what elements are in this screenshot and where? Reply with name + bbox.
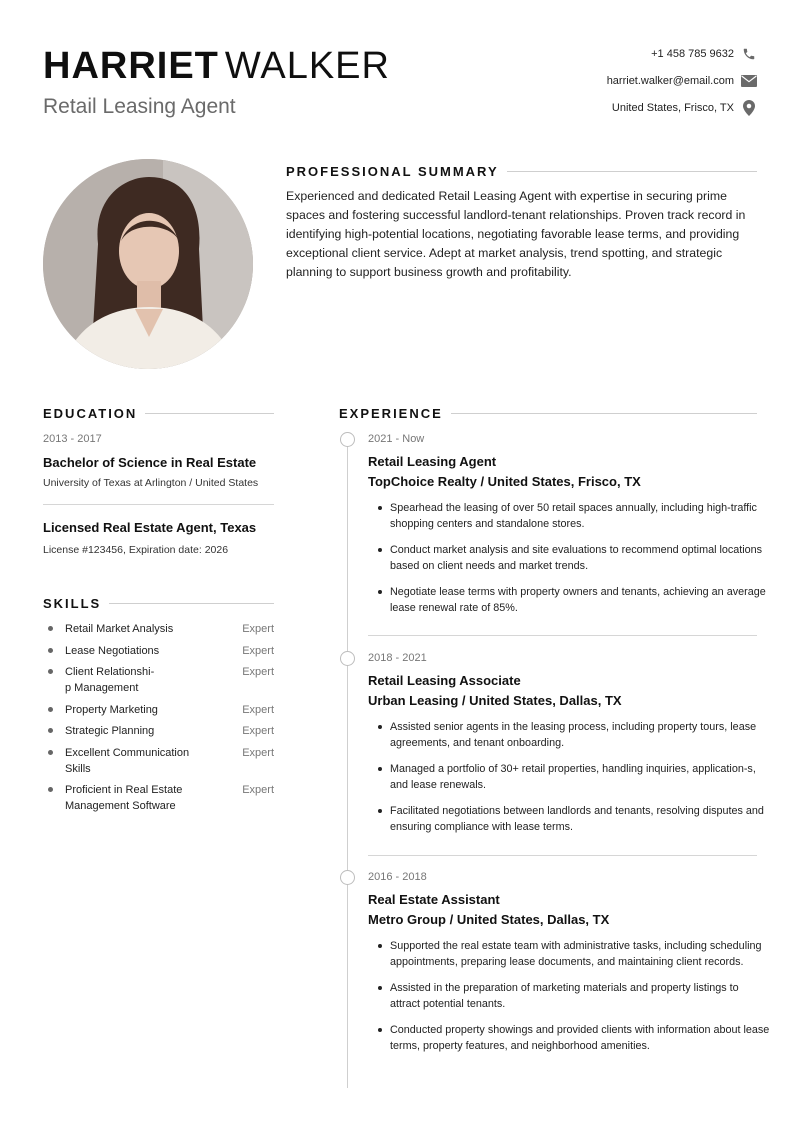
job-bullet: Supported the real estate team with administrative tasks, including scheduling appointments, preparing lease documents, and maintaining client records. (368, 938, 770, 970)
job-role: Retail Leasing Associate (368, 673, 521, 688)
job-dates: 2016 - 2018 (368, 871, 427, 883)
skill-level: Expert (242, 623, 274, 635)
education-heading (43, 406, 274, 421)
job-bullets (368, 938, 770, 1064)
job-bullet: Spearhead the leasing of over 50 retail spaces annually, including high-traffic shopping centers and standalone stores. (368, 500, 770, 532)
job-bullet: Assisted senior agents in the leasing process, including property tours, lease agreements, and tenant onboarding. (368, 719, 770, 751)
professional-summary (286, 164, 757, 282)
skill-item (43, 782, 274, 814)
skill-name: Proficient in Real Estate Management Software (65, 784, 183, 812)
education-school: University of Texas at Arlington / United States (43, 477, 259, 489)
education-divider (43, 504, 274, 505)
skill-name: Property Marketing (65, 703, 158, 716)
skill-item (43, 702, 274, 718)
job-bullets (368, 719, 770, 845)
email-text[interactable]: harriet.walker@email.com (606, 74, 734, 87)
job-title: Retail Leasing Agent (43, 95, 236, 118)
bullet-icon (48, 648, 53, 653)
skill-item (43, 723, 274, 739)
skills-heading (43, 596, 274, 611)
contact-block (607, 40, 757, 121)
timeline-line (347, 440, 348, 1088)
summary-text: Experienced and dedicated Retail Leasing Agent with expertise in securing prime spaces and fostering successful landlord-tenant relationships. Proven track record in identifying high-potential locations, negotiating favorable lease terms, and providing exceptional client service. Adept at market analysis, trend spotting, and strategic planning to support business growth and profitability. (286, 189, 746, 279)
job-bullet: Conduct market analysis and site evaluations to recommend optimal locations based on client needs and market trends. (368, 542, 770, 574)
job-company: Urban Leasing / United States, Dallas, TX (368, 693, 622, 708)
skill-name: Lease Negotiations (65, 644, 160, 657)
phone-text[interactable]: +1 458 785 9632 (651, 47, 734, 60)
heading-divider (109, 603, 274, 604)
bullet-icon (48, 707, 53, 712)
skill-level: Expert (242, 725, 274, 737)
skill-level: Expert (242, 666, 274, 678)
last-name: WALKER (224, 45, 390, 87)
phone-icon (741, 46, 757, 62)
contact-email (607, 67, 757, 94)
skill-item (43, 745, 274, 777)
skill-name: Excellent Communication Skills (65, 746, 190, 775)
job-bullet: Negotiate lease terms with property owners and tenants, achieving an average lease renewal rate of 85%. (368, 584, 770, 616)
job-role: Real Estate Assistant (368, 892, 500, 907)
job-bullet: Assisted in the preparation of marketing materials and property listings to attract potential tenants. (368, 980, 770, 1012)
bullet-icon (48, 787, 53, 792)
job-role: Retail Leasing Agent (368, 454, 497, 469)
job-dates: 2018 - 2021 (368, 652, 427, 664)
summary-heading (286, 164, 757, 179)
job-divider (368, 635, 757, 636)
skill-level: Expert (242, 644, 274, 657)
skill-level: Expert (242, 784, 274, 796)
profile-photo (43, 159, 253, 369)
candidate-name (43, 44, 390, 88)
skills-heading-text: SKILLS (43, 596, 102, 611)
heading-divider (451, 413, 757, 414)
experience-heading (339, 406, 757, 421)
bullet-icon (48, 626, 53, 631)
skill-item (43, 664, 274, 696)
job-divider (368, 855, 757, 856)
experience-section (339, 406, 757, 421)
job-company: TopChoice Realty / United States, Frisco, TX (368, 474, 641, 489)
certification-name: Licensed Real Estate Agent, Texas (43, 520, 257, 535)
experience-heading-text: EXPERIENCE (339, 406, 443, 421)
timeline-dot (340, 651, 355, 666)
timeline-dot (340, 432, 355, 447)
job-company: Metro Group / United States, Dallas, TX (368, 912, 610, 927)
bullet-icon (48, 728, 53, 733)
skill-name: Retail Market Analysis (65, 623, 174, 635)
skill-list (43, 621, 274, 814)
heading-divider (507, 171, 757, 172)
envelope-icon (741, 73, 757, 89)
heading-divider (145, 413, 274, 414)
education-heading-text: EDUCATION (43, 406, 138, 421)
skill-level: Expert (242, 746, 274, 759)
skill-name: Strategic Planning (65, 725, 155, 737)
job-bullet: Facilitated negotiations between landlords and tenants, resolving disputes and ensuring compliance with lease terms. (368, 803, 770, 835)
skill-level: Expert (242, 703, 274, 716)
skill-item (43, 643, 274, 659)
skill-item (43, 621, 274, 637)
job-bullet: Conducted property showings and provided clients with information about lease terms, property features, and neighborhood amenities. (368, 1022, 770, 1054)
first-name: HARRIET (43, 45, 219, 87)
skills-section (43, 596, 274, 814)
contact-phone (607, 40, 757, 67)
education-degree: Bachelor of Science in Real Estate (43, 455, 257, 470)
job-bullets (368, 500, 770, 626)
certification-detail: License #123456, Expiration date: 2026 (43, 544, 229, 556)
job-bullet: Managed a portfolio of 30+ retail properties, handling inquiries, application-s, and lease renewals. (368, 761, 770, 793)
bullet-icon (48, 669, 53, 674)
timeline-dot (340, 870, 355, 885)
contact-location (607, 94, 757, 121)
map-pin-icon (741, 100, 757, 116)
bullet-icon (48, 750, 53, 755)
skill-name: Client Relationshi- p Management (65, 666, 155, 694)
job-dates: 2021 - Now (368, 433, 425, 445)
education-dates: 2013 - 2017 (43, 433, 102, 445)
summary-heading-text: PROFESSIONAL SUMMARY (286, 164, 499, 179)
left-column (43, 406, 274, 820)
location-text: United States, Frisco, TX (611, 101, 734, 114)
